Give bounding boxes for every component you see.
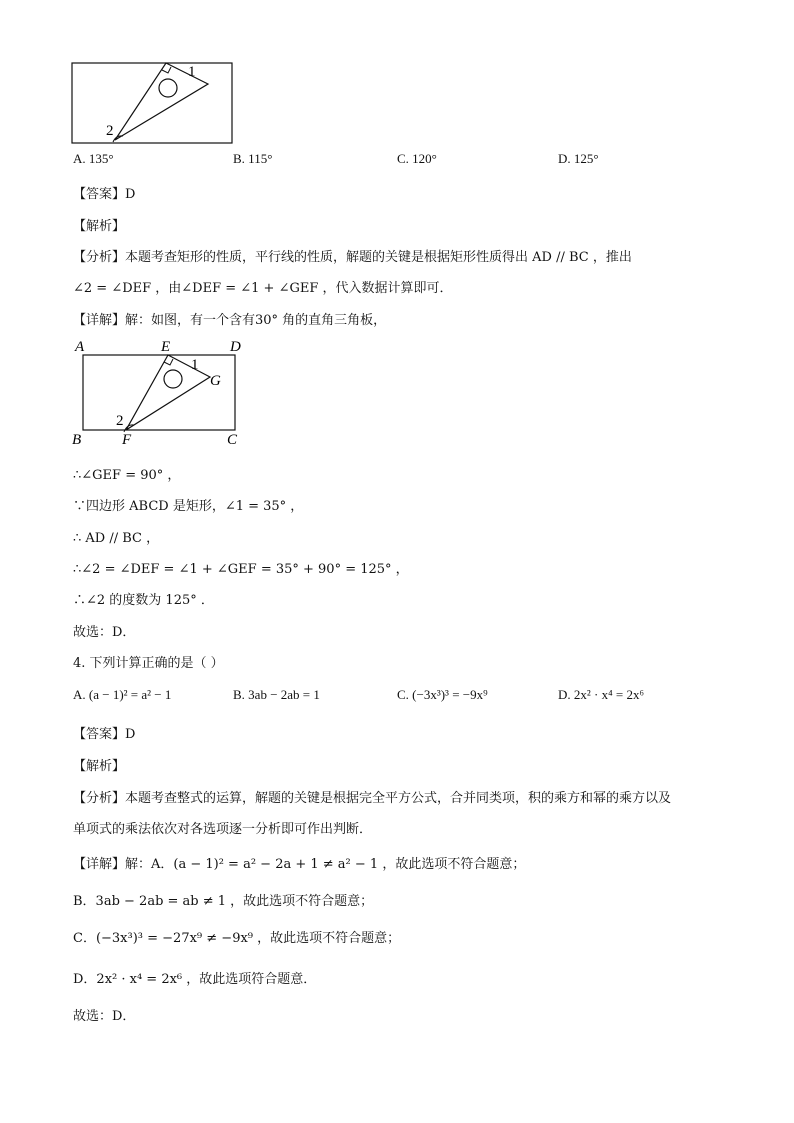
fig2-label-G: G xyxy=(210,373,221,389)
fig2-label-F: F xyxy=(122,432,132,448)
fig2-label-D: D xyxy=(230,339,241,355)
q3-step-6: 故选：D． xyxy=(73,625,136,640)
fig2-label-C: C xyxy=(227,432,238,448)
fig1-label-2: 2 xyxy=(106,123,114,139)
q4-option-a: A. (a − 1)² = a² − 1 xyxy=(73,687,172,702)
q4-detail-a: 【详解】解：A．(a − 1)² = a² − 2a + 1 ≠ a² − 1 ，故此选项不符合题意； xyxy=(73,857,526,872)
q3-step-4: ∴∠2 = ∠DEF = ∠1 + ∠GEF = 35° + 90° = 125° ， xyxy=(73,562,409,577)
q3-option-c: C. 120° xyxy=(397,151,437,166)
q4-analysis-heading: 【解析】 xyxy=(73,759,126,774)
q4-detail-b: B．3ab − 2ab = ab ≠ 1 ，故此选项不符合题意； xyxy=(73,894,374,909)
q3-option-a: A. 135° xyxy=(73,151,114,166)
q3-answer: 【答案】D xyxy=(73,187,136,202)
q4-detail-c: C．(−3x³)³ = −27x⁹ ≠ −9x⁹ ，故此选项不符合题意； xyxy=(73,931,401,946)
fig1-label-1: 1 xyxy=(188,64,196,80)
q3-step-5: ∴∠2 的度数为 125° ． xyxy=(73,593,214,608)
q3-step-2: ∵四边形 ABCD 是矩形，∠1 = 35° ， xyxy=(73,499,304,514)
q3-fenxi-line2: ∠2 = ∠DEF ，由∠DEF = ∠1 + ∠GEF ，代入数据计算即可． xyxy=(73,281,453,296)
q4-detail-d: D．2x² · x⁴ = 2x⁶ ，故此选项符合题意． xyxy=(73,972,317,987)
q3-step-1: ∴∠GEF = 90° ， xyxy=(73,468,181,483)
q4-answer: 【答案】D xyxy=(73,727,136,742)
q4-option-c: C. (−3x³)³ = −9x⁹ xyxy=(397,687,488,702)
q3-analysis-heading: 【解析】 xyxy=(73,219,126,234)
q4-fenxi-line1: 【分析】本题考查整式的运算，解题的关键是根据完全平方公式，合并同类项，积的乘方和幂的乘方以及 xyxy=(73,791,672,806)
fig2-label-A: A xyxy=(75,339,85,355)
q3-option-b: B. 115° xyxy=(233,151,273,166)
q3-fenxi-line1: 【分析】本题考查矩形的性质，平行线的性质，解题的关键是根据矩形性质得出 AD // BC ，推出 xyxy=(73,250,632,265)
q3-step-3: ∴ AD // BC ， xyxy=(73,531,160,546)
fig2-label-E: E xyxy=(161,339,171,355)
q4-option-d: D. 2x² · x⁴ = 2x⁶ xyxy=(558,687,645,702)
triangle-figure-2 xyxy=(70,335,260,450)
q4-conclusion: 故选：D． xyxy=(73,1009,136,1024)
q4-fenxi-line2: 单项式的乘法依次对各选项逐一分析即可作出判断． xyxy=(73,822,373,837)
q4-option-b: B. 3ab − 2ab = 1 xyxy=(233,687,320,702)
fig2-label-1: 1 xyxy=(191,357,199,373)
q4-stem: 4. 下列计算正确的是（ ） xyxy=(73,656,224,671)
fig2-label-B: B xyxy=(72,432,82,448)
triangle-figure-1 xyxy=(70,60,235,148)
q3-detail-intro: 【详解】解：如图，有一个含有30° 角的直角三角板， xyxy=(73,313,387,328)
fig2-label-2: 2 xyxy=(116,413,124,429)
q3-option-d: D. 125° xyxy=(558,151,599,166)
